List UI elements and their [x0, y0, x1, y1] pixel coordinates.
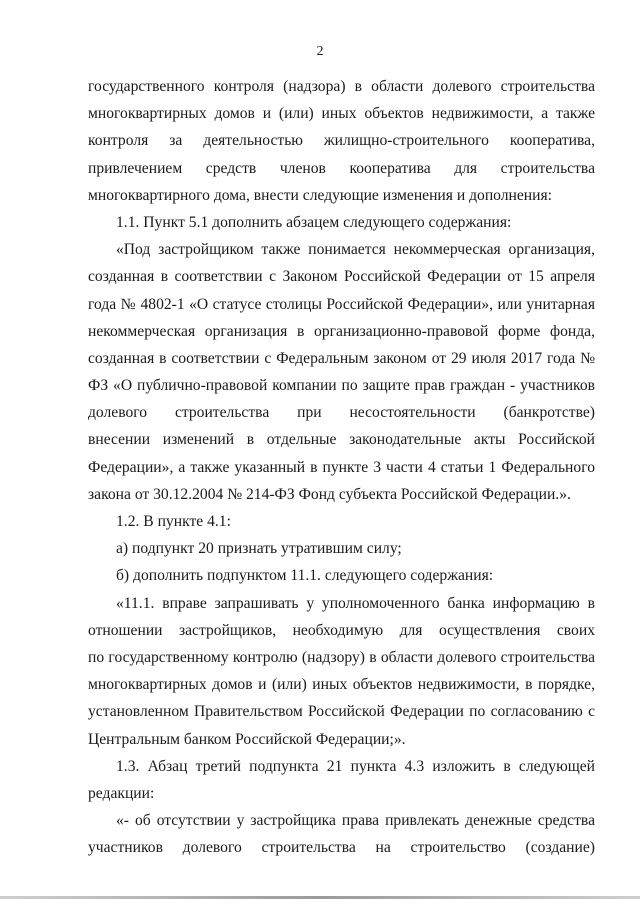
scan-edge: [0, 896, 640, 899]
text-line: «- об отсутствии у застройщика права привлекать денежные средства: [116, 812, 595, 830]
page-number: 2: [316, 44, 324, 59]
text-line: установленном Правительством Российской Федерации по согласованию с: [88, 703, 595, 721]
text-line: 1.3. Абзац третий подпункта 21 пункта 4.3 изложить в следующей: [116, 757, 595, 775]
text-line: 1.2. В пункте 4.1:: [116, 513, 231, 530]
text-line: участников долевого строительства на строительство (создание): [88, 839, 595, 857]
text-line: созданная в соответствии с Федеральным законом от 29 июля 2017 года №: [88, 349, 595, 367]
text-line: отношении застройщиков, необходимую для осуществления своих: [88, 621, 595, 639]
text-line: контроля за деятельностью жилищно-строительного кооператива,: [88, 132, 595, 150]
text-line: 1.1. Пункт 5.1 дополнить абзацем следующего содержания:: [116, 213, 512, 231]
text-line: ФЗ «О публично-правовой компании по защите прав граждан - участников: [88, 377, 595, 395]
text-line: закона от 30.12.2004 № 214-ФЗ Фонд субъекта Российской Федерации.».: [88, 485, 571, 503]
text-line: Центральным банком Российской Федерации;».: [88, 730, 406, 748]
text-line: б) дополнить подпунктом 11.1. следующего содержания:: [116, 567, 494, 585]
document-body: [88, 73, 595, 861]
text-line: долевого строительства при несостоятельности (банкротстве): [88, 404, 595, 422]
text-line: некоммерческая организация в организационно-правовой форме фонда,: [88, 322, 595, 340]
text-line: созданная в соответствии с Законом Российской Федерации от 15 апреля: [88, 268, 595, 286]
text-line: «11.1. вправе запрашивать у уполномоченного банка информацию в: [116, 594, 595, 612]
text-line: по государственному контролю (надзору) в области долевого строительства: [88, 648, 595, 666]
text-line: привлечением средств членов кооператива для строительства: [88, 159, 595, 177]
text-line: редакции:: [88, 784, 155, 802]
text-line: Федерации», а также указанный в пункте 3 части 4 статьи 1 Федерального: [88, 458, 595, 476]
text-line: года № 4802-1 «О статусе столицы Российской Федерации», или унитарная: [88, 295, 595, 313]
text-line: государственного контроля (надзора) в области долевого строительства: [88, 78, 595, 95]
text-line: многоквартирных домов и (или) иных объектов недвижимости, а также: [88, 105, 595, 123]
text-line: «Под застройщиком также понимается некоммерческая организация,: [116, 241, 595, 259]
text-line: многоквартирных домов и (или) иных объектов недвижимости, в порядке,: [88, 676, 595, 694]
text-line: внесении изменений в отдельные законодательные акты Российской: [88, 431, 595, 449]
text-line: многоквартирного дома, внести следующие изменения и дополнения:: [88, 186, 552, 204]
text-line: а) подпункт 20 признать утратившим силу;: [116, 540, 402, 558]
